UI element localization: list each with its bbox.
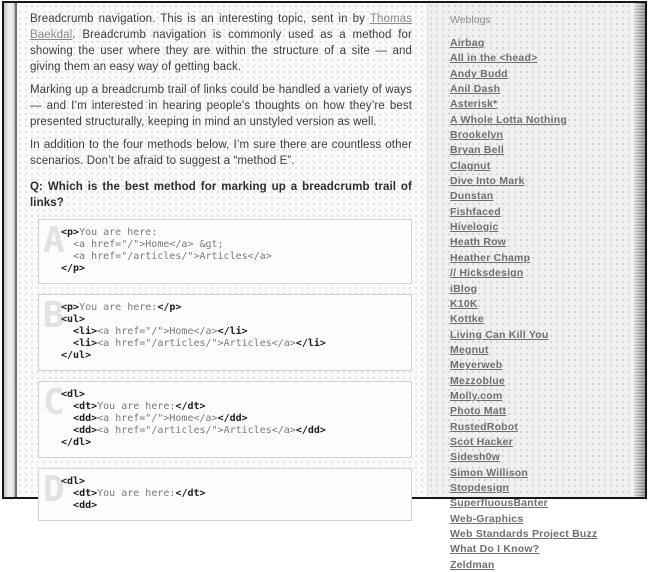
weblog-link[interactable]: Meyerweb xyxy=(450,359,503,372)
weblog-list-item xyxy=(450,173,624,188)
weblog-list xyxy=(450,35,624,572)
code-sample xyxy=(61,302,403,362)
weblog-link[interactable]: Scot Hacker xyxy=(450,435,513,448)
page-edge-right xyxy=(634,3,645,497)
weblog-link[interactable]: Kottke xyxy=(450,313,484,326)
weblog-list-item xyxy=(450,50,624,65)
code-block-b xyxy=(38,294,412,371)
weblog-list-item xyxy=(450,526,624,541)
code-text-run: <a href="/articles/">Articles</a> xyxy=(61,251,272,262)
weblog-link[interactable]: Mezzoblue xyxy=(450,374,505,387)
weblog-list-item xyxy=(450,357,624,372)
weblog-list-item xyxy=(450,373,624,388)
code-tag-run: <dl> xyxy=(61,389,86,400)
weblog-list-item xyxy=(450,188,624,203)
weblog-link[interactable]: Web-Graphics xyxy=(450,512,524,525)
text-run: In addition to the four methods below, I’m sure there are countless other scenarios. Don’t be afraid to suggest a “method E”. xyxy=(30,139,412,167)
code-tag-run: <dd> xyxy=(73,500,98,511)
code-sample xyxy=(61,227,403,275)
code-tag-run: </dt> xyxy=(175,401,206,412)
code-text-run xyxy=(61,413,73,424)
weblog-link[interactable]: SuperfluousBanter xyxy=(450,497,548,510)
code-text-run xyxy=(61,401,73,412)
weblog-link[interactable]: Hivelogic xyxy=(450,221,499,234)
weblog-link[interactable]: Anil Dash xyxy=(450,83,501,96)
weblog-link[interactable]: Living Can Kill You xyxy=(450,328,549,341)
weblog-list-item xyxy=(450,234,624,249)
weblog-link[interactable]: Airbag xyxy=(450,37,485,49)
page-edge-left xyxy=(4,3,17,497)
weblog-list-item xyxy=(450,465,624,480)
weblog-list-item xyxy=(450,112,624,127)
weblog-list-item xyxy=(450,419,624,434)
weblog-list-item xyxy=(450,127,624,142)
weblog-link[interactable]: Asterisk* xyxy=(450,98,498,111)
code-text-run: You are here: xyxy=(97,488,176,499)
weblog-list-item xyxy=(450,449,624,464)
page-frame xyxy=(2,1,647,571)
weblog-link[interactable]: Molly.com xyxy=(450,389,503,402)
weblog-list-item xyxy=(450,35,624,50)
text-run: Breadcrumb navigation. This is an interesting topic, sent in by xyxy=(30,13,370,25)
code-text-run: <a href="/articles/">Articles</a> xyxy=(97,425,296,436)
code-tag-run: <li> xyxy=(73,326,98,337)
code-block-a xyxy=(38,219,412,284)
weblog-list-item xyxy=(450,434,624,449)
weblog-list-item xyxy=(450,388,624,403)
weblog-list-item xyxy=(450,541,624,556)
weblog-list-item xyxy=(450,342,624,357)
code-tag-run: <dd> xyxy=(73,413,98,424)
code-tag-run: <dt> xyxy=(73,488,98,499)
weblog-link[interactable]: Bryan Bell xyxy=(450,144,504,157)
code-tag-run: </li> xyxy=(217,326,248,337)
weblog-list-item xyxy=(450,403,624,418)
question-heading: Q: Which is the best method for marking up a breadcrumb trail of links? xyxy=(30,181,412,209)
weblog-link[interactable]: Sidesh0w xyxy=(450,451,501,464)
weblog-link[interactable]: RustedRobot xyxy=(450,420,519,433)
code-text-run: You are here: xyxy=(97,401,176,412)
weblog-list-item xyxy=(450,327,624,342)
weblog-link[interactable]: Simon Willison xyxy=(450,466,528,479)
paragraph xyxy=(30,137,412,169)
weblog-link[interactable]: All in the <head> xyxy=(450,52,538,65)
weblog-link[interactable]: iBlog xyxy=(450,282,478,295)
weblog-link[interactable]: Brookelyn xyxy=(450,129,504,142)
method-code-blocks xyxy=(30,219,412,521)
code-text-run: <a href="/">Home</a> &gt; xyxy=(61,239,224,250)
weblog-list-item xyxy=(450,480,624,495)
code-text-run xyxy=(61,488,73,499)
weblog-link[interactable]: Fishfaced xyxy=(450,205,501,218)
weblog-list-item xyxy=(450,250,624,265)
weblog-list-item xyxy=(450,81,624,96)
code-tag-run: </dd> xyxy=(295,425,326,436)
weblog-link[interactable]: What Do I Know? xyxy=(450,543,540,556)
weblog-list-item xyxy=(450,66,624,81)
inline-link[interactable]: Thomas Baekdal xyxy=(30,13,412,41)
weblog-link[interactable]: K10K xyxy=(450,297,478,310)
code-text-run: You are here: xyxy=(79,302,158,313)
weblog-list-item xyxy=(450,96,624,111)
code-text-run xyxy=(61,338,73,349)
weblog-list-item xyxy=(450,557,624,572)
weblog-link[interactable]: Clagnut xyxy=(450,159,491,172)
code-text-run: You are here: xyxy=(79,227,158,238)
method-letter: A xyxy=(43,220,65,261)
weblog-link[interactable]: Heath Row xyxy=(450,236,507,249)
code-tag-run: </li> xyxy=(295,338,326,349)
weblog-list-item xyxy=(450,204,624,219)
text-run: Marking up a breadcrumb trail of links could be handled a variety of ways — and I’m interested in hearing people’s thoughts on how they’re best presented structurally, keeping in mind an unstyled version as well. xyxy=(30,84,412,128)
code-tag-run: </dt> xyxy=(175,488,206,499)
weblog-link[interactable]: Stopdesign xyxy=(450,481,510,494)
code-text-run xyxy=(61,500,73,511)
code-sample xyxy=(61,389,403,449)
method-letter: C xyxy=(43,382,65,423)
code-block-c xyxy=(38,381,412,458)
weblog-link[interactable]: Dive Into Mark xyxy=(450,175,525,188)
weblog-list-item xyxy=(450,142,624,157)
weblog-link[interactable]: Dunstan xyxy=(450,190,494,203)
text-run: . Breadcrumb navigation is commonly used as a method for showing the user where they are within the structure of a site — and giving them an easy way of getting back. xyxy=(30,29,412,73)
weblog-list-item xyxy=(450,158,624,173)
code-text-run xyxy=(61,425,73,436)
code-tag-run: <p> xyxy=(61,302,80,313)
code-tag-run: <dd> xyxy=(73,425,98,436)
weblog-list-item xyxy=(450,311,624,326)
code-tag-run: </ul> xyxy=(61,350,92,361)
article-column xyxy=(17,3,427,511)
code-tag-run: </p> xyxy=(61,263,86,274)
code-text-run: <a href="/">Home</a> xyxy=(97,326,218,337)
weblog-link[interactable]: A Whole Lotta Nothing xyxy=(450,113,567,126)
code-tag-run: <dl> xyxy=(61,476,86,487)
code-text-run xyxy=(61,326,73,337)
method-letter: D xyxy=(43,469,65,510)
code-block-d xyxy=(38,468,412,521)
method-letter: B xyxy=(43,295,65,336)
code-text-run: <a href="/">Home</a> xyxy=(97,413,218,424)
code-tag-run: </dl> xyxy=(61,437,92,448)
weblog-link[interactable]: Megnut xyxy=(450,343,489,356)
code-text-run: <a href="/articles/">Articles</a> xyxy=(97,338,296,349)
code-sample xyxy=(61,476,403,512)
code-tag-run: </p> xyxy=(157,302,182,313)
weblog-list-item xyxy=(450,495,624,510)
paragraph xyxy=(30,11,412,75)
code-tag-run: <li> xyxy=(73,338,98,349)
weblog-list-item xyxy=(450,281,624,296)
code-tag-run: </dd> xyxy=(217,413,248,424)
weblog-list-item xyxy=(450,265,624,280)
sidebar-heading: Weblogs xyxy=(450,14,491,26)
weblog-link[interactable]: // Hicksdesign xyxy=(450,267,524,280)
paragraph xyxy=(30,82,412,130)
article-paragraphs xyxy=(30,11,412,169)
code-tag-run: <ul> xyxy=(61,314,86,325)
sidebar xyxy=(427,3,634,571)
weblog-link[interactable]: Andy Budd xyxy=(450,67,508,80)
weblog-link[interactable]: Photo Matt xyxy=(450,405,507,418)
code-tag-run: <dt> xyxy=(73,401,98,412)
weblog-list-item xyxy=(450,296,624,311)
weblog-list-item xyxy=(450,219,624,234)
code-tag-run: <p> xyxy=(61,227,80,238)
weblog-list-item xyxy=(450,511,624,526)
weblog-link[interactable]: Zeldman xyxy=(450,558,495,571)
weblog-link[interactable]: Web Standards Project Buzz xyxy=(450,528,598,540)
weblog-link[interactable]: Heather Champ xyxy=(450,251,531,264)
